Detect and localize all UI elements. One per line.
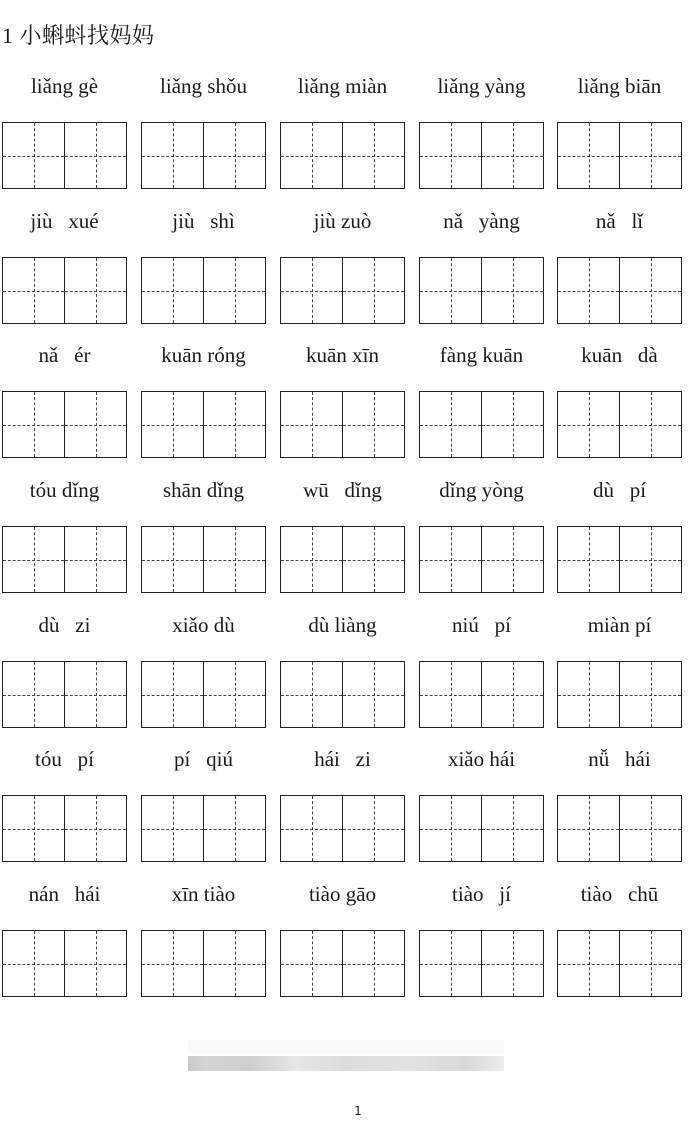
pinyin-prompt: nǎ ér [38,343,91,367]
character-cell[interactable] [281,527,342,592]
pinyin-prompt: liǎng miàn [297,74,388,98]
writing-box[interactable] [141,122,266,189]
writing-box[interactable] [141,795,266,862]
exercise-row [0,340,689,475]
character-cell[interactable] [420,527,481,592]
character-cell[interactable] [64,931,126,996]
writing-box[interactable] [141,391,266,458]
character-cell[interactable] [342,392,404,457]
writing-box[interactable] [2,930,127,997]
character-cell[interactable] [481,258,543,323]
pinyin-prompt: tiào jí [452,882,511,906]
writing-box[interactable] [141,526,266,593]
pinyin-prompt: tóu pí [35,747,94,771]
pinyin-prompt: dù zi [38,613,91,637]
character-cell[interactable] [142,527,203,592]
character-cell[interactable] [481,527,543,592]
writing-box[interactable] [280,526,405,593]
pinyin-prompt: tiào gāo [308,882,377,906]
writing-box[interactable] [419,526,544,593]
pinyin-prompt: tiào chū [580,882,659,906]
character-cell[interactable] [420,258,481,323]
character-cell[interactable] [142,392,203,457]
character-cell[interactable] [481,662,543,727]
pinyin-prompt: niú pí [452,613,511,637]
character-cell[interactable] [203,796,265,861]
pinyin-prompt: dǐng yòng [439,478,524,502]
character-cell[interactable] [558,796,619,861]
character-cell[interactable] [558,123,619,188]
pinyin-prompt: xiǎo dù [172,613,235,637]
character-cell[interactable] [342,796,404,861]
character-cell[interactable] [64,123,126,188]
writing-box[interactable] [557,661,682,728]
writing-box[interactable] [557,795,682,862]
character-cell[interactable] [619,662,681,727]
pinyin-prompt: liǎng gè [30,74,99,98]
pinyin-prompt: wū dǐng [303,478,382,502]
pinyin-prompt: nǎ lǐ [595,209,644,233]
character-cell[interactable] [203,392,265,457]
pinyin-prompt: liǎng yàng [437,74,526,98]
writing-box[interactable] [280,122,405,189]
character-cell[interactable] [64,258,126,323]
character-cell[interactable] [558,392,619,457]
character-cell[interactable] [481,931,543,996]
character-cell[interactable] [64,392,126,457]
pinyin-prompt: tóu dǐng [29,478,100,502]
blurred-watermark [188,1056,504,1071]
character-cell[interactable] [142,796,203,861]
writing-box[interactable] [419,391,544,458]
writing-box[interactable] [2,391,127,458]
pinyin-prompt: dù liàng [308,613,377,637]
character-cell[interactable] [203,258,265,323]
character-cell[interactable] [142,258,203,323]
writing-box[interactable] [419,661,544,728]
writing-box[interactable] [2,661,127,728]
pinyin-prompt: kuān xīn [306,343,379,367]
character-cell[interactable] [203,123,265,188]
character-cell[interactable] [142,662,203,727]
writing-box[interactable] [280,661,405,728]
pinyin-prompt: pí qiú [174,747,233,771]
writing-box[interactable] [419,795,544,862]
character-cell[interactable] [558,662,619,727]
character-cell[interactable] [342,258,404,323]
writing-box[interactable] [280,391,405,458]
character-cell[interactable] [342,123,404,188]
exercise-row [0,610,689,745]
writing-box[interactable] [557,391,682,458]
blurred-watermark-shadow [188,1040,504,1054]
writing-box[interactable] [141,661,266,728]
writing-box[interactable] [2,795,127,862]
character-cell[interactable] [203,931,265,996]
pinyin-prompt: jiù xué [30,209,99,233]
writing-box[interactable] [2,122,127,189]
character-cell[interactable] [420,796,481,861]
pinyin-prompt: xīn tiào [171,882,236,906]
exercise-row [0,71,689,206]
character-cell[interactable] [64,527,126,592]
pinyin-prompt: dù pí [592,478,647,502]
pinyin-prompt: nǎ yàng [443,209,520,233]
writing-box[interactable] [557,930,682,997]
character-cell[interactable] [558,527,619,592]
character-cell[interactable] [3,123,64,188]
character-cell[interactable] [342,662,404,727]
writing-box[interactable] [557,122,682,189]
character-cell[interactable] [3,796,64,861]
character-cell[interactable] [481,796,543,861]
character-cell[interactable] [619,796,681,861]
pinyin-prompt: liǎng biān [577,74,662,98]
writing-box[interactable] [141,930,266,997]
character-cell[interactable] [420,662,481,727]
pinyin-prompt: liǎng shǒu [160,74,247,98]
character-cell[interactable] [420,392,481,457]
writing-box[interactable] [280,930,405,997]
writing-box[interactable] [557,526,682,593]
character-cell[interactable] [342,527,404,592]
character-cell[interactable] [281,123,342,188]
page-number: 1 [354,1104,362,1118]
pinyin-prompt: kuān róng [161,343,246,367]
writing-box[interactable] [419,257,544,324]
exercise-row [0,206,689,341]
character-cell[interactable] [281,931,342,996]
character-cell[interactable] [64,662,126,727]
character-cell[interactable] [420,123,481,188]
pinyin-prompt: kuān dà [581,343,658,367]
writing-box[interactable] [280,795,405,862]
writing-box[interactable] [419,930,544,997]
character-cell[interactable] [619,527,681,592]
pinyin-prompt: jiù zuò [313,209,372,233]
writing-box[interactable] [141,257,266,324]
writing-box[interactable] [2,257,127,324]
writing-box[interactable] [557,257,682,324]
character-cell[interactable] [481,123,543,188]
exercise-row [0,744,689,879]
character-cell[interactable] [64,796,126,861]
writing-box[interactable] [280,257,405,324]
character-cell[interactable] [3,392,64,457]
worksheet-title: 1 小蝌蚪找妈妈 [2,23,155,48]
pinyin-prompt: hái zi [314,747,371,771]
pinyin-prompt: fàng kuān [439,343,524,367]
character-cell[interactable] [281,796,342,861]
character-cell[interactable] [203,662,265,727]
character-cell[interactable] [619,123,681,188]
character-cell[interactable] [281,258,342,323]
pinyin-prompt: nán hái [28,882,101,906]
character-cell[interactable] [619,258,681,323]
character-cell[interactable] [142,123,203,188]
character-cell[interactable] [481,392,543,457]
writing-box[interactable] [419,122,544,189]
writing-box[interactable] [2,526,127,593]
pinyin-prompt: nǚ hái [588,747,651,771]
character-cell[interactable] [558,931,619,996]
pinyin-prompt: miàn pí [587,613,652,637]
character-cell[interactable] [342,931,404,996]
character-cell[interactable] [142,931,203,996]
exercise-row [0,879,689,1014]
pinyin-prompt: jiù shì [172,209,235,233]
character-cell[interactable] [3,258,64,323]
character-cell[interactable] [3,527,64,592]
character-cell[interactable] [203,527,265,592]
character-cell[interactable] [3,662,64,727]
character-cell[interactable] [619,392,681,457]
pinyin-prompt: xiǎo hái [447,747,516,771]
character-cell[interactable] [420,931,481,996]
character-cell[interactable] [281,662,342,727]
exercise-row [0,475,689,610]
character-cell[interactable] [619,931,681,996]
pinyin-prompt: shān dǐng [162,478,245,502]
character-cell[interactable] [3,931,64,996]
character-cell[interactable] [558,258,619,323]
character-cell[interactable] [281,392,342,457]
